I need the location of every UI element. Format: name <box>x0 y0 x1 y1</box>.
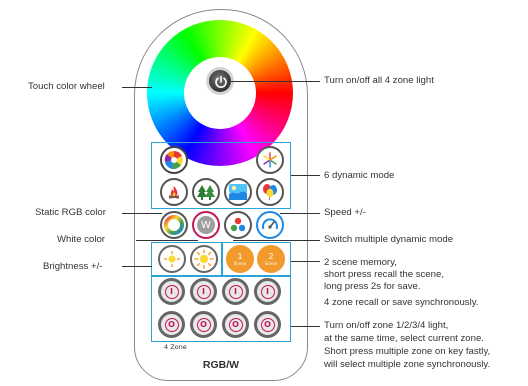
label-zone-line-4: will select multiple zone synchronously. <box>324 359 491 370</box>
scene-2-sub: Scene <box>264 260 278 266</box>
zone-3-on-button[interactable] <box>222 278 249 305</box>
label-dynamic-mode: 6 dynamic mode <box>324 170 395 181</box>
balloons-icon <box>261 183 279 201</box>
leader-dynamic-mode <box>291 175 320 176</box>
zone-2-off-button[interactable] <box>190 311 217 338</box>
label-zone-line-2: at the same time, select current zone. <box>324 333 484 344</box>
dynamic-mode-1-button[interactable] <box>160 146 188 174</box>
on-symbol: I <box>261 285 275 299</box>
campfire-icon <box>166 184 182 200</box>
scene-1-number: 1 <box>237 251 243 261</box>
leader-static-rgb <box>122 213 162 214</box>
white-key-label: W <box>197 216 215 234</box>
label-scene-line-2: short press recall the scene, <box>324 269 444 280</box>
scene-2-button[interactable] <box>257 245 285 273</box>
off-symbol: O <box>261 318 275 332</box>
scene-1-sub: Scene <box>233 260 247 266</box>
zone-4-on-button[interactable] <box>254 278 281 305</box>
leader-white <box>136 240 198 241</box>
on-symbol: I <box>197 285 211 299</box>
leader-switch-dynamic <box>233 240 320 241</box>
white-color-button[interactable] <box>192 211 220 239</box>
label-zone-line-3: Short press multiple zone on key fastly, <box>324 346 491 357</box>
leader-scene <box>291 261 320 262</box>
label-zone-line-1: Turn on/off zone 1/2/3/4 light, <box>324 320 449 331</box>
leader-brightness <box>122 266 152 267</box>
label-scene-line-1: 2 scene memory, <box>324 257 397 268</box>
off-symbol: O <box>165 318 179 332</box>
label-scene-line-4: 4 zone recall or save synchronously. <box>324 297 479 308</box>
label-on-off-all: Turn on/off all 4 zone light <box>324 75 434 86</box>
scene-1-button[interactable] <box>226 245 254 273</box>
power-icon <box>213 74 229 90</box>
dynamic-mode-3-button[interactable] <box>160 178 188 206</box>
speedometer-icon <box>261 216 279 234</box>
dynamic-mode-6-button[interactable] <box>256 178 284 206</box>
label-switch-dynamic: Switch multiple dynamic mode <box>324 234 454 245</box>
off-symbol: O <box>197 318 211 332</box>
switch-dynamic-mode-button[interactable] <box>224 211 252 239</box>
color-palette-icon <box>164 150 184 170</box>
zone-4-off-button[interactable] <box>254 311 281 338</box>
landscape-icon <box>229 184 247 200</box>
zone-caption: 4 Zone <box>164 343 187 351</box>
brightness-down-button[interactable] <box>158 245 186 273</box>
label-scene-line-3: long press 2s for save. <box>324 281 421 292</box>
label-static-rgb: Static RGB color <box>35 207 106 218</box>
dynamic-mode-4-button[interactable] <box>192 178 220 206</box>
rgb-dots-icon <box>229 216 247 234</box>
zone-1-on-button[interactable] <box>158 278 185 305</box>
zone-1-off-button[interactable] <box>158 311 185 338</box>
forest-icon <box>197 184 215 200</box>
off-symbol: O <box>229 318 243 332</box>
leader-touch-wheel <box>122 87 152 88</box>
dynamic-mode-5-button[interactable] <box>224 178 252 206</box>
on-symbol: I <box>165 285 179 299</box>
rgb-ring-icon <box>163 214 185 236</box>
dynamic-mode-2-button[interactable] <box>256 146 284 174</box>
zone-2-on-button[interactable] <box>190 278 217 305</box>
label-touch-wheel: Touch color wheel <box>28 81 105 92</box>
fireworks-icon <box>261 151 279 169</box>
label-white: White color <box>57 234 105 245</box>
leader-on-off-all <box>228 81 320 82</box>
brand-label: RGB/W <box>202 359 240 371</box>
label-brightness: Brightness +/- <box>43 261 103 272</box>
sun-dim-icon <box>163 250 181 268</box>
label-speed: Speed +/- <box>324 207 366 218</box>
zone-3-off-button[interactable] <box>222 311 249 338</box>
leader-zone <box>291 326 320 327</box>
static-rgb-button[interactable] <box>160 211 188 239</box>
speed-button[interactable] <box>256 211 284 239</box>
brightness-up-button[interactable] <box>190 245 218 273</box>
sun-bright-icon <box>194 249 214 269</box>
leader-speed <box>280 213 320 214</box>
scene-2-number: 2 <box>268 251 274 261</box>
on-symbol: I <box>229 285 243 299</box>
